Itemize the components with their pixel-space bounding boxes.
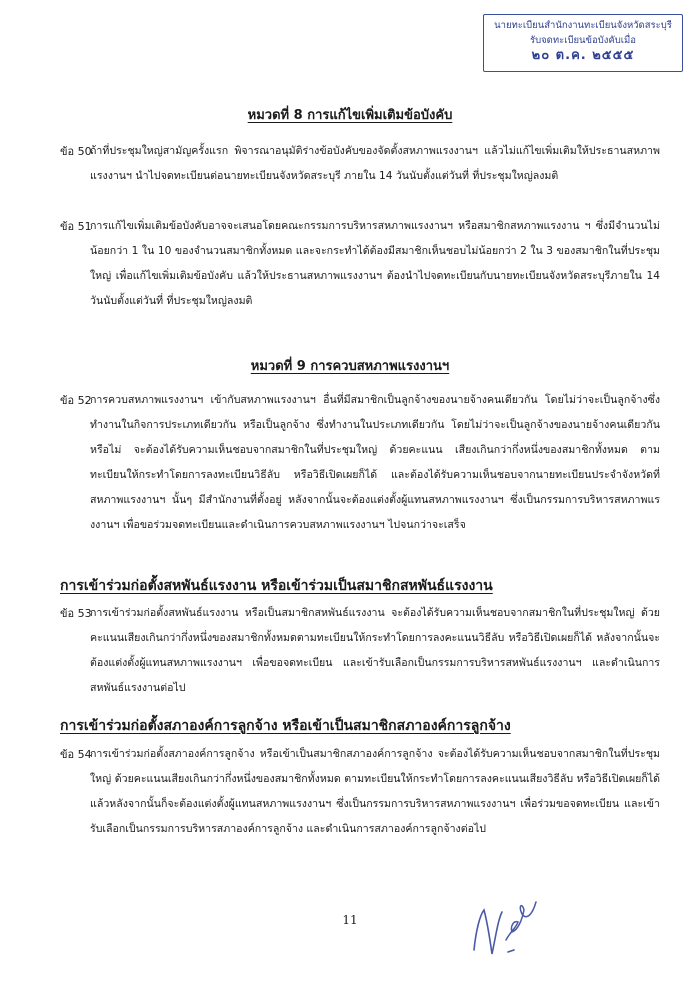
section-heading-9: หมวดที่ 9 การควบสหภาพแรงงานฯ — [250, 359, 450, 374]
clause-number: ข้อ 54 — [60, 748, 92, 761]
stamp-date: ๒๐ ต.ค. ๒๕๕๕ — [531, 48, 635, 63]
clause-54 — [60, 742, 660, 842]
clause-number: ข้อ 51 — [60, 220, 92, 233]
stamp-registrar-line: นายทะเบียนสำนักงานทะเบียนจังหวัดสระบุรี — [494, 20, 672, 31]
clause-text: การควบสหภาพแรงงานฯ เข้ากับสหภาพแรงงานฯ อื่นที่มีสมาชิกเป็นลูกจ้างของนายจ้างคนเดียวกัน โดยไม่ว่าจะเป็นลูกจ้างซึ่งทำงานในกิจการประเภทเดียวกัน หรือเป็นลูกจ้าง ซึ่งทำงานในประเภทเดียวกัน โดยไม่ว่าจะเป็นลูกจ้างของนายจ้างคนเดียวกันหรือไม่ จะต้องได้รับความเห็นชอบจากสมาชิกในที่ประชุมใหญ่ ด้วยคะแนน เสียงเกินกว่ากึ่งหนึ่งของสมาชิกทั้งหมด ตามทะเบียนให้กระทำโดยการลงทะเบียนวิธีลับ หรือวิธีเปิดเผยก็ได้ และต้องได้รับความเห็นชอบจากนายทะเบียนประจำจังหวัดที่สหภาพแรงงานฯ นั้นๆ มีสำนักงานที่ตั้งอยู่ หลังจากนั้นจะต้องแต่งตั้งผู้แทนสหภาพแรงงานฯ ซึ่งเป็นกรรมการบริหารสหภาพแรงงานฯ เพื่อขอร่วมจดทะเบียนและดำเนินการควบสหภาพแรงงานฯ ไปจนกว่าจะเสร็จ — [90, 394, 660, 531]
clause-text: การเข้าร่วมก่อตั้งสหพันธ์แรงงาน หรือเป็นสมาชิกสหพันธ์แรงงาน จะต้องได้รับความเห็นชอบจากสมาชิกในที่ประชุมใหญ่ ด้วยคะแนนเสียงเกินกว่ากึ่งหนึ่งของสมาชิกทั้งหมดตามทะเบียนให้กระทำโดยการลงคะแนนวิธีลับ หรือวิธีเปิดเผยก็ได้ หลังจากนั้นจะต้องแต่งตั้งผู้แทนสหภาพแรงงานฯ เพื่อขอจดทะเบียน และเข้ารับเลือกเป็นกรรมการบริหารสหพันธ์แรงงานฯ และดำเนินการสหพันธ์แรงงานต่อไป — [90, 607, 660, 694]
clause-text: การเข้าร่วมก่อตั้งสภาองค์การลูกจ้าง หรือเข้าเป็นสมาชิกสภาองค์การลูกจ้าง จะต้องได้รับความเห็นชอบจากสมาชิกในที่ประชุมใหญ่ ด้วยคะแนนเสียงเกินกว่ากึ่งหนึ่งของสมาชิกทั้งหมด ตามทะเบียนให้กระทำโดยการลงคะแนนเสียงวิธีลับ หรือวิธีเปิดเผยก็ได้ แล้วหลังจากนั้นก็จะต้องแต่งตั้งผู้แทนสหภาพแรงงานฯ ซึ่งเป็นกรรมการบริหารสหภาพแรงงานฯ เพื่อร่วมขอจดทะเบียน และเข้ารับเลือกเป็นกรรมการบริหารสภาองค์การลูกจ้าง และดำเนินการสภาองค์การลูกจ้างต่อไป — [90, 748, 660, 835]
clause-number: ข้อ 52 — [60, 394, 92, 407]
clause-text: การแก้ไขเพิ่มเติมข้อบังคับอาจจะเสนอโดยคณะกรรมการบริหารสหภาพแรงงานฯ หรือสมาชิกสหภาพแรงงาน ฯ ซึ่งมีจำนวนไม่น้อยกว่า 1 ใน 10 ของจำนวนสมาชิกทั้งหมด และจะกระทำได้ต้องมีสมาชิกเห็นชอบไม่น้อยกว่า 2 ใน 3 ของสมาชิกในที่ประชุมใหญ่ เพื่อแก้ไขเพิ่มเติมข้อบังคับ แล้วให้ประธานสหภาพแรงงานฯ ต้องนำไปจดทะเบียนกับนายทะเบียนจังหวัดสระบุรีภายใน 14 วันนับตั้งแต่วันที่ ที่ประชุมใหญ่ลงมติ — [90, 220, 660, 307]
section-heading-federation: การเข้าร่วมก่อตั้งสหพันธ์แรงงาน หรือเข้าร่วมเป็นสมาชิกสหพันธ์แรงงาน — [60, 578, 493, 594]
clause-number: ข้อ 50 — [60, 145, 92, 158]
section-heading-employee-council: การเข้าร่วมก่อตั้งสภาองค์การลูกจ้าง หรือเข้าเป็นสมาชิกสภาองค์การลูกจ้าง — [60, 718, 511, 734]
clause-53 — [60, 601, 660, 701]
clause-51 — [60, 214, 660, 314]
page-number: 11 — [342, 913, 358, 927]
clause-52 — [60, 388, 660, 538]
handwritten-signature — [462, 880, 552, 970]
registration-stamp — [483, 14, 683, 72]
stamp-received-line: รับจดทะเบียนข้อบังคับเมื่อ — [529, 35, 637, 46]
section-heading-8: หมวดที่ 8 การแก้ไขเพิ่มเติมข้อบังคับ — [247, 108, 453, 123]
clause-50 — [60, 139, 660, 189]
clause-number: ข้อ 53 — [60, 607, 92, 620]
clause-text: ถ้าที่ประชุมใหญ่สามัญครั้งแรก พิจารณาอนุมัติร่างข้อบังคับของจัดตั้งสหภาพแรงงานฯ แล้วไม่แก้ไขเพิ่มเติมให้ประธานสหภาพแรงงานฯ นำไปจดทะเบียนต่อนายทะเบียนจังหวัดสระบุรี ภายใน 14 วันนับตั้งแต่วันที่ ที่ประชุมใหญ่ลงมติ — [90, 145, 660, 182]
